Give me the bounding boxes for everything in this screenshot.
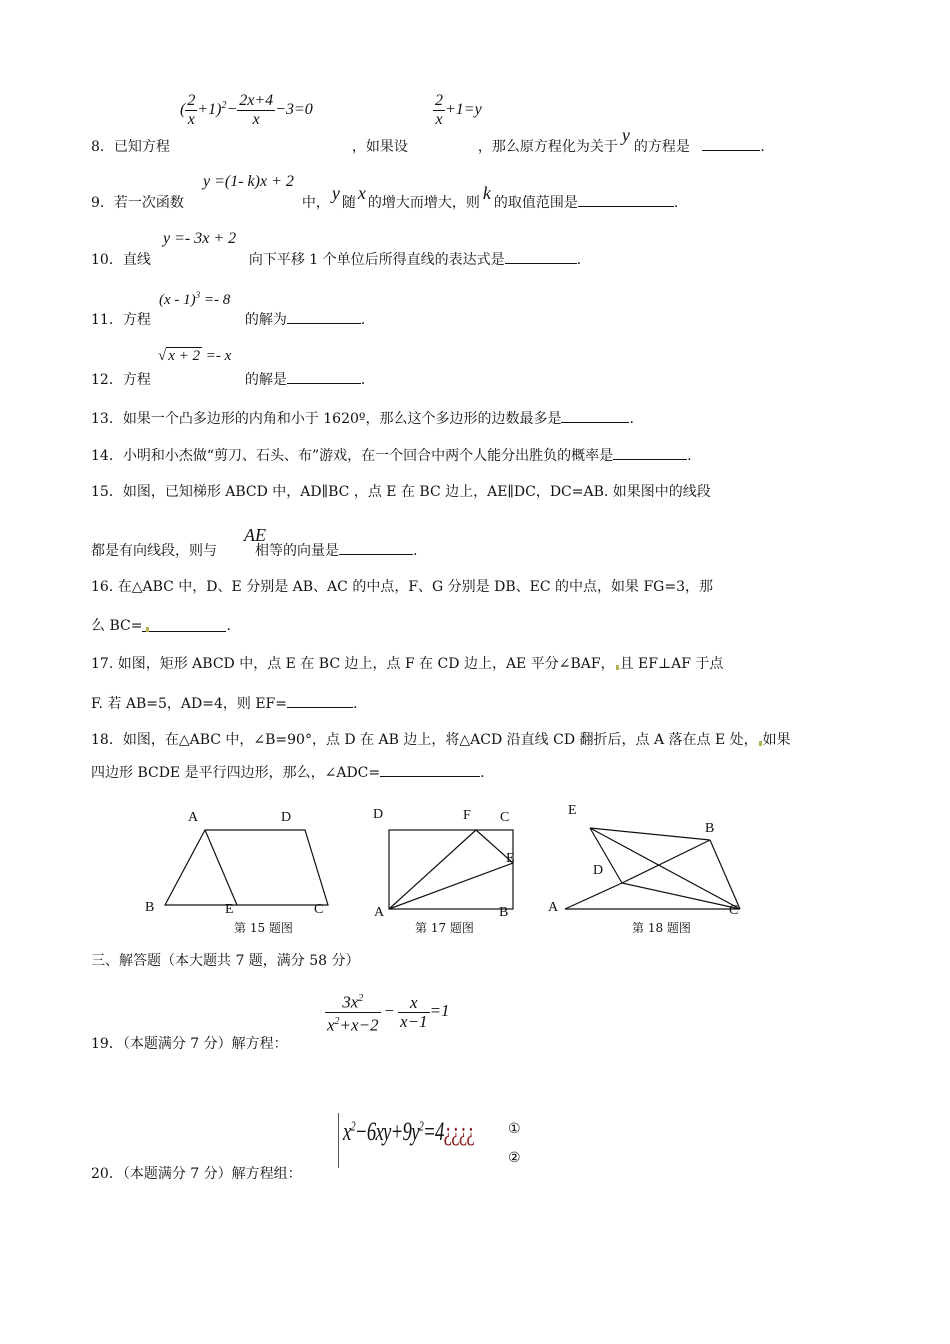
q8-sub-den: x [435,111,443,128]
fig17-label-a: A [374,905,385,920]
q9-text-2: 中， [301,195,330,211]
q19-frac1-den-sup: 2 [334,1015,340,1027]
q19-minus: − [383,1001,396,1021]
q9-formula: y =(1- k)x + 2 [203,173,294,190]
q19-frac2-den: x−1 [400,1011,428,1031]
q9-number: 9． [91,195,114,211]
q9-text-1: 若一次函数 [113,195,184,211]
fig17-label-c: C [500,810,510,825]
q19-frac1 [325,990,381,1034]
q15-vector-ae: AE [244,525,266,545]
q8-eq-frac2-num: 2x+4 [239,92,274,109]
q9-end: . [673,195,679,211]
q17-text-1a: 17. 如图，矩形 ABCD 中，点 E 在 BC 边上，点 F 在 CD 边上，AE 平分∠BAF， [91,656,615,672]
q20-eq-c: =4 [423,1117,444,1146]
fig15-label-c: C [314,902,324,917]
q14-end: . [687,448,692,464]
q16-text-2: 么 BC= [91,618,143,634]
q15-end: . [413,543,418,559]
q9-text-4: 的增大而增大，则 [367,195,480,211]
q11-end: . [360,312,366,328]
q17-text-2: F. 若 AB=5，AD=4，则 EF= [91,696,288,712]
q18-text-2: 四边形 BCDE 是平行四边形，那么，∠ADC= [91,765,381,781]
fig18-label-d: D [593,863,604,878]
q19-tail: =1 [429,1001,450,1021]
q10-end: . [576,252,582,268]
question-16-line-1: 16. 在△ABC 中，D、E 分别是 AB、AC 的中点，F、G 分别是 DB、EC 的中点，如果 FG=3，那 [91,579,713,595]
q19-frac1-num-base: 3x [342,992,359,1012]
q8-sub-tail: +1=y [445,101,482,119]
radical-sign-icon: √ [158,348,167,364]
q19-frac2-num: x [398,994,430,1013]
section-3-title: 三、解答题（本大题共 7 题，满分 58 分） [91,953,360,969]
q8-eq-lparen: ( [180,101,186,119]
q12-text-1: 方程 [122,372,151,388]
fig17-label-b: B [499,905,509,920]
q20-mark-2: ② [508,1151,521,1166]
q8-text-3: ，那么原方程化为关于 [477,139,618,155]
q19-frac1-den-a: x [327,1015,335,1035]
fig15-label-e: E [225,902,234,917]
q20-eq-b: −6xy+9y [354,1117,419,1146]
q15-text-2a: 都是有向线段，则与 [91,543,217,559]
q11-formula-base: (x - 1) [159,292,196,308]
q9-var-x: x [357,183,366,203]
q8-eq-mid: +1) [197,101,222,119]
q19-frac2 [398,994,430,1031]
q20-system-brace [338,1113,339,1168]
q12-end: . [360,372,366,388]
fig17-label-e: E [506,851,515,866]
q17-end: . [353,696,358,712]
q18-text-1a: 18．如图，在△ABC 中，∠B=90°，点 D 在 AB 边上，将△ACD 沿直线 CD 翻折后，点 A 落在点 E 处， [91,732,758,748]
fig18-segment-db [622,840,710,883]
q18-text-1b: 如果 [762,732,791,748]
fig15-caption: 第 15 题图 [234,921,293,935]
q11-text-2: 的解为 [244,312,287,328]
q8-number: 8． [91,139,114,155]
q11-text-1: 方程 [122,312,151,328]
fig18-segment-bc [710,840,740,909]
q12-number: 12． [91,372,123,388]
q8-sub-num: 2 [435,92,443,109]
fig18-label-e: E [568,803,577,818]
q19-frac1-den [325,1013,381,1035]
q8-eq-minus: − [226,101,238,119]
fig15-segment-ae [205,830,237,905]
fig18-segment-ec [590,828,740,909]
fig15-label-d: D [281,810,292,825]
q19-frac1-num-sup: 2 [358,993,364,1004]
fig15-trapezoid-abcd [165,830,328,905]
q15-text-2b: 相等的向量是 [255,543,339,559]
q9-text-5: 的取值范围是 [493,195,578,211]
fig18-segment-ad [565,883,622,909]
q10-number: 10． [91,252,123,268]
q10-formula: y =- 3x + 2 [163,230,237,247]
fig15-label-a: A [188,810,199,825]
q8-eq-frac1-num: 2 [187,92,196,109]
q20-eq-sup2: 2 [418,1119,424,1135]
q9-var-y: y [331,183,340,203]
q13-text: 13．如果一个凸多边形的内角和小于 1620º，那么这个多边形的边数最多是 [91,411,562,427]
fig17-segment-ae [389,863,513,909]
q13-end: . [629,411,634,427]
question-15-line-1: 15．如图，已知梯形 ABCD 中，AD∥BC ，点 E 在 BC 边上，AE∥DC，DC=AB. 如果图中的线段 [91,484,711,500]
q19-equation [325,990,450,1034]
q19-frac1-num [325,990,381,1013]
q8-eq-frac1-den: x [187,111,195,128]
fig18-caption: 第 18 题图 [632,921,691,935]
q8-text-1: 已知方程 [113,139,170,155]
question-20: 20．（本题满分 7 分）解方程组： [91,1166,302,1182]
q11-formula-tail: =- 8 [200,292,231,308]
q8-text-2: ，如果设 [351,139,408,155]
question-19: 19．（本题满分 7 分）解方程： [91,1036,288,1052]
fig18-label-c: C [729,903,739,918]
q10-text-2: 向下平移 1 个单位后所得直线的表达式是 [248,252,505,268]
fig17-caption: 第 17 题图 [415,921,474,935]
q9-text-3: 随 [341,195,356,211]
q19-frac1-den-b: +x−2 [339,1015,379,1035]
q8-eq-sup: 2 [221,99,227,111]
q18-end: . [480,765,485,781]
q20-garbled-text: ¿¿¿¿ [443,1117,475,1146]
q8-eq-frac2-den: x [252,111,260,128]
fig15-label-b: B [145,900,155,915]
q8-end: . [760,139,765,155]
q20-equation-1 [343,1117,474,1147]
q11-number: 11． [91,312,123,328]
fig18-label-a: A [548,900,559,915]
q10-text-1: 直线 [122,252,151,268]
q12-formula-radicand: x + 2 [168,348,201,364]
fig18-label-b: B [705,821,715,836]
q17-text-1b: 且 EF⊥AF 于点 [619,656,724,672]
q16-end: . [226,618,231,634]
q12-formula-tail: =- x [202,348,232,364]
q8-eq-tail: −3=0 [275,101,313,119]
q20-eq-sup1: 2 [350,1119,355,1135]
q20-mark-1: ① [508,1122,521,1137]
fig17-label-f: F [463,808,471,823]
q12-text-2: 的解是 [244,372,287,388]
q8-text-4: 的方程是 [633,139,690,155]
q20-eq-a: x [343,1117,351,1146]
q8-var-y: y [621,125,630,145]
fig17-segment-af [389,830,476,909]
q9-var-k: k [482,183,491,203]
fig18-segment-dc [622,883,740,909]
q11-formula-sup: 3 [195,290,201,300]
fig17-label-d: D [373,807,384,822]
q14-text: 14．小明和小杰做“剪刀、石头、布”游戏，在一个回合中两个人能分出胜负的概率是 [91,448,614,464]
